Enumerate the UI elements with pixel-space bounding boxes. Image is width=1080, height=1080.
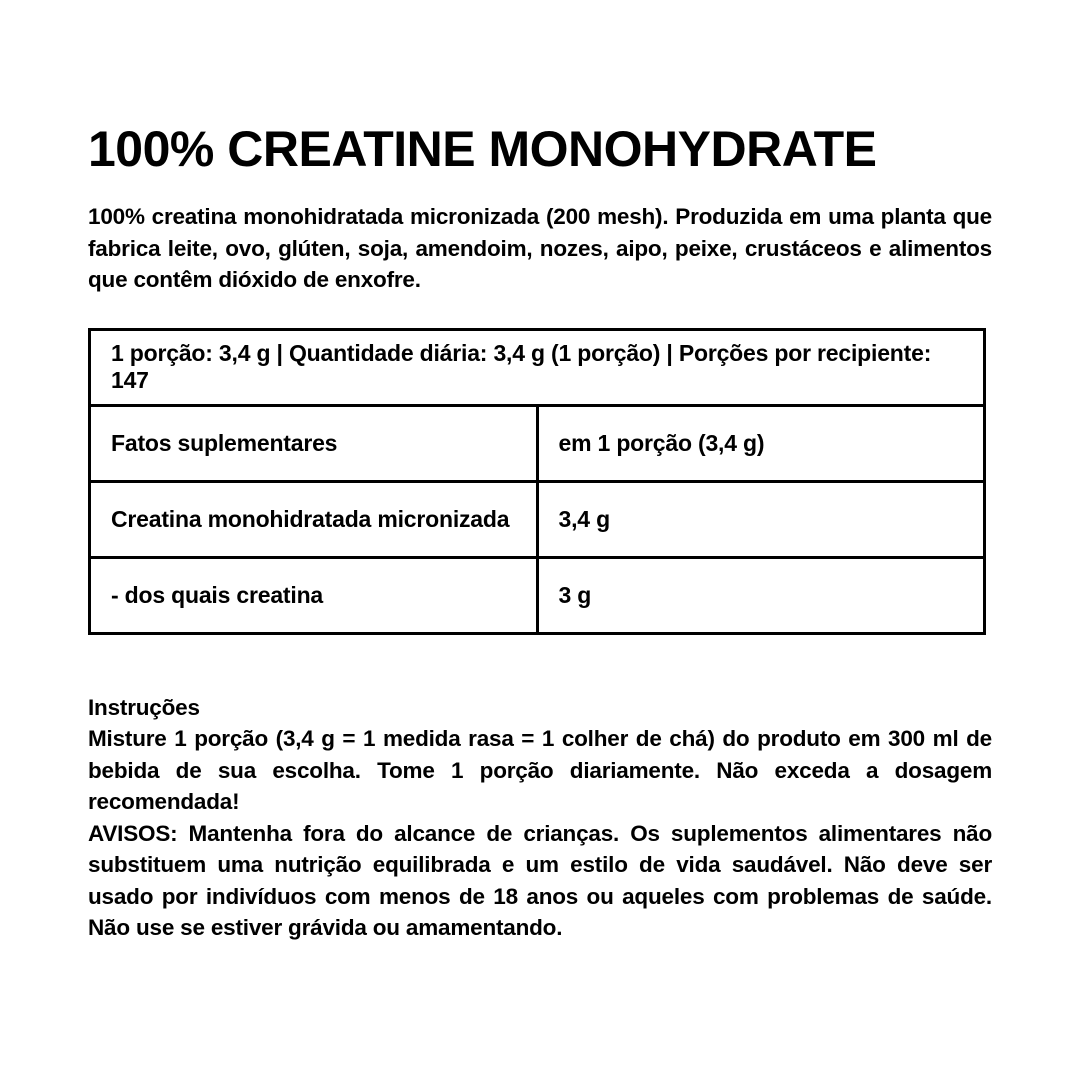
product-title: 100% CREATINE MONOHYDRATE bbox=[88, 121, 877, 177]
facts-header-label-cell: Fatos suplementares bbox=[90, 405, 538, 481]
instructions-heading: Instruções bbox=[88, 694, 200, 720]
ingredient-label-cell: Creatina monohidratada micronizada bbox=[90, 481, 538, 557]
warnings-text: AVISOS: Mantenha fora do alcance de crianças. Os suplementos alimentares não substituem uma nutrição equilibrada e um estilo de vida saudável. Não deve ser usado por indivíduos com menos de 18 anos ou aqueles com problemas de saúde. Não use se estiver grávida ou amamentando. bbox=[88, 820, 992, 940]
ingredient-label-cell: - dos quais creatina bbox=[90, 557, 538, 633]
ingredient-value-cell: 3,4 g bbox=[537, 481, 985, 557]
table-row bbox=[90, 481, 985, 557]
facts-header-value-cell: em 1 porção (3,4 g) bbox=[537, 405, 985, 481]
table-row-header bbox=[90, 405, 985, 481]
table-row-serving-summary bbox=[90, 329, 985, 405]
usage-instructions-text: Misture 1 porção (3,4 g = 1 medida rasa = 1 colher de chá) do produto em 300 ml de bebida de sua escolha. Tome 1 porção diariamente. Não exceda a dosagem recomendada! bbox=[88, 726, 992, 814]
ingredient-value-cell: 3 g bbox=[537, 557, 985, 633]
table-row bbox=[90, 557, 985, 633]
product-description: 100% creatina monohidratada micronizada (200 mesh). Produzida em uma planta que fabrica leite, ovo, glúten, soja, amendoim, nozes, aipo, peixe, crustáceos e alimentos que contêm dióxido de enxofre. bbox=[88, 204, 992, 292]
supplement-facts-table bbox=[88, 328, 986, 635]
serving-summary-cell: 1 porção: 3,4 g | Quantidade diária: 3,4 g (1 porção) | Porções por recipiente: 147 bbox=[90, 329, 985, 405]
instructions-section bbox=[88, 692, 992, 944]
